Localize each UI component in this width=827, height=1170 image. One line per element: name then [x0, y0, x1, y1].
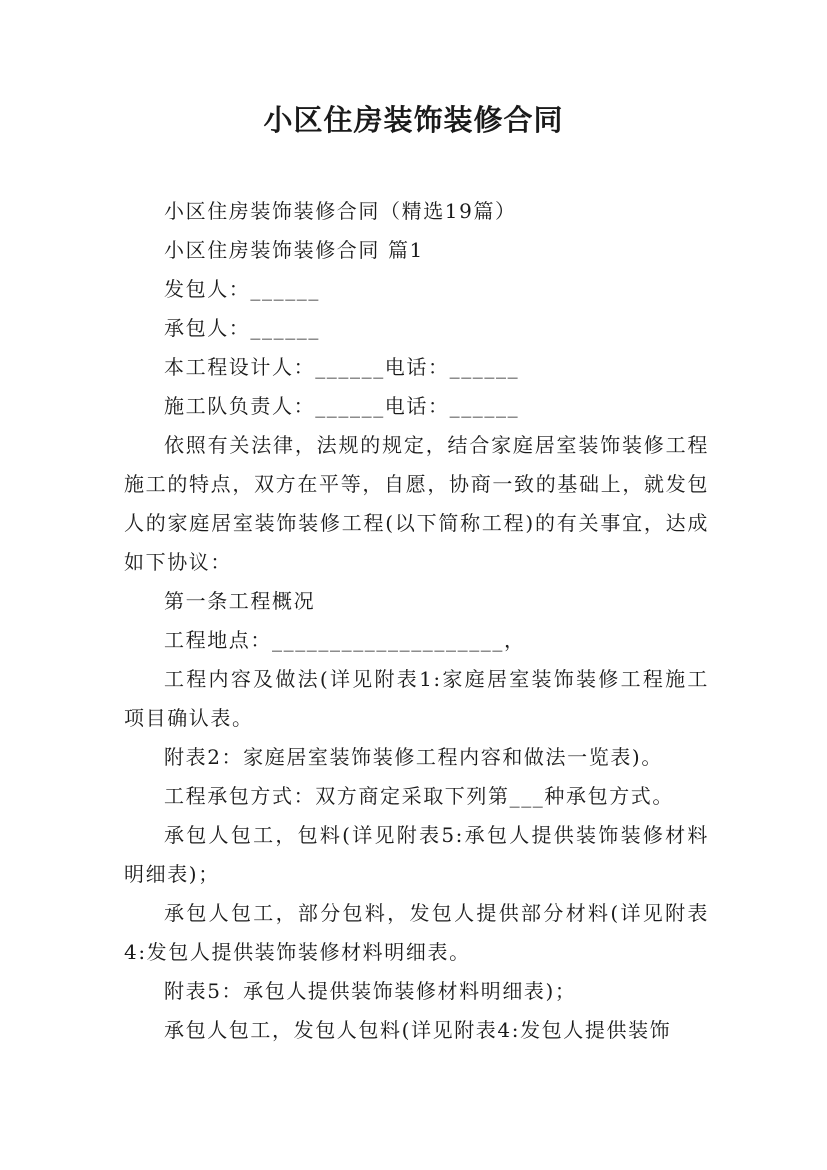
paragraph-option-2: 承包人包工，部分包料，发包人提供部分材料(详见附表4:发包人提供装饰装修材料明细表。: [124, 901, 709, 964]
document-title: 小区住房装饰装修合同: [263, 103, 564, 137]
document-body: [124, 192, 709, 1050]
paragraph-option-1: 承包人包工，包料(详见附表5:承包人提供装饰装修材料明细表)；: [124, 823, 709, 886]
paragraph-section-heading: 小区住房装饰装修合同 篇1: [164, 238, 424, 262]
paragraph-appendix-2: 附表2：家庭居室装饰装修工程内容和做法一览表)。: [164, 745, 663, 769]
paragraph-preamble: 依照有关法律，法规的规定，结合家庭居室装饰装修工程施工的特点，双方在平等，自愿，协商一致的基础上，就发包人的家庭居室装饰装修工程(以下简称工程)的有关事宜，达成如下协议：: [124, 433, 709, 574]
paragraph-option-3: 承包人包工，发包人包料(详见附表4:发包人提供装饰: [164, 1018, 672, 1042]
paragraph-team-leader: 施工队负责人：______电话：______: [164, 394, 520, 418]
paragraph-client: 发包人：______: [164, 277, 320, 301]
paragraph-location: 工程地点：____________________，: [164, 628, 526, 652]
paragraph-contract-method: 工程承包方式：双方商定采取下列第___种承包方式。: [164, 784, 674, 808]
paragraph-designer: 本工程设计人：______电话：______: [164, 355, 520, 379]
paragraph-appendix-5: 附表5：承包人提供装饰装修材料明细表)；: [164, 979, 577, 1003]
paragraph-contractor: 承包人：______: [164, 316, 320, 340]
paragraph-article-one: 第一条工程概况: [164, 589, 316, 613]
paragraph-content: 工程内容及做法(详见附表1:家庭居室装饰装修工程施工项目确认表。: [124, 667, 709, 730]
paragraph-subtitle: 小区住房装饰装修合同（精选19篇）: [164, 199, 517, 223]
